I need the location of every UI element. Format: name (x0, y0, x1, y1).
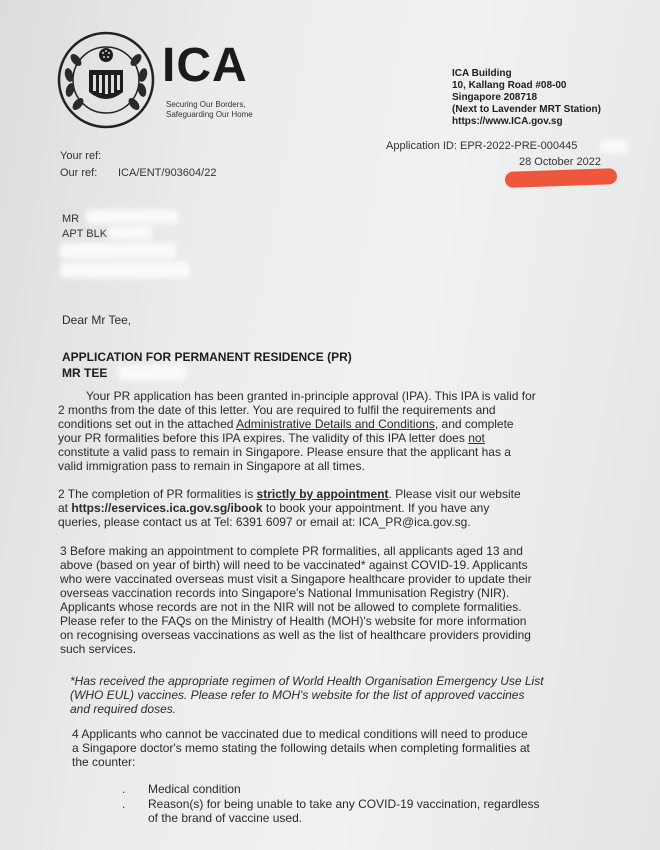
paragraph-3: 3 Before making an appointment to complete PR formalities, all applicants aged 13 and above (based on year of birth) will need to be vaccinated* against COVID-19. Applicants who were vaccinated overseas must visit a Singapore healthcare provider to update their overseas vaccination records into Singapore's National Immunisation Registry (NIR). Applicants whose records are not in the NIR will not be allowed to complete formalities. Please refer to the FAQs on the Ministry of Health (MOH)'s website for more information on recognising overseas vaccinations as well as the list of healthcare providers providing such services. (60, 544, 532, 656)
ica-logo-text: ICA (162, 39, 248, 92)
footnote: *Has received the appropriate regimen of World Health Organisation Emergency Use List (WHO EUL) vaccines. Please refer to MOH's website for the list of approved vaccines and required doses. (70, 674, 544, 716)
tagline: Securing Our Borders, Safeguarding Our Home (166, 100, 253, 119)
ibook-link[interactable]: https://eservices.ica.gov.sg/ibook (71, 501, 263, 515)
redaction (60, 243, 176, 259)
bullet-marker: . (122, 782, 126, 796)
redaction (60, 262, 190, 278)
red-marker-stroke (505, 168, 617, 188)
letter-date: 28 October 2022 (519, 156, 601, 168)
salutation: Dear Mr Tee, (62, 313, 132, 327)
recipient-title: MR (62, 213, 80, 225)
bullet-item: Reason(s) for being unable to take any COVID-19 vaccination, regardless of the brand of vaccine used. (148, 797, 540, 825)
redaction (108, 226, 152, 240)
our-ref-label: Our ref: (60, 167, 98, 179)
your-ref-label: Your ref: (60, 150, 102, 162)
bullet-item: Medical condition (148, 782, 241, 796)
ica-seal-logo (56, 30, 156, 130)
subject-line: APPLICATION FOR PERMANENT RESIDENCE (PR) (62, 350, 352, 364)
paragraph-1: Your PR application has been granted in-principle approval (IPA). This IPA is valid for 2 months from the date of this letter. You are required to fulfil the requirements and conditions set out in the attached Administrative Details and Conditions, and complete your PR formalities before this IPA expires. The validity of this IPA letter does not constitute a valid pass to remain in Singapore. Please ensure that the applicant has a valid immigration pass to remain in Singapore at all times. (58, 389, 536, 473)
sender-address: ICA Building 10, Kallang Road #08-00 Singapore 208718 (Next to Lavender MRT Station) https://www.ICA.gov.sg (452, 68, 601, 127)
paragraph-4: 4 Applicants who cannot be vaccinated due to medical conditions will need to produce a Singapore doctor's memo stating the following details when completing formalities at the counter: (72, 727, 530, 769)
application-id: Application ID: EPR-2022-PRE-000445 (386, 140, 578, 152)
redaction (600, 140, 628, 153)
subject-name: MR TEE (62, 366, 108, 380)
recipient-address-line: APT BLK (62, 228, 108, 240)
redaction (118, 365, 186, 380)
redaction (86, 210, 178, 224)
our-ref-value: ICA/ENT/903604/22 (118, 167, 217, 179)
paragraph-2: 2 The completion of PR formalities is strictly by appointment. Please visit our website at https://eservices.ica.gov.sg/ibook to book your appointment. If you have any queries, please contact us at Tel: 6391 6097 or email at: ICA_PR@ica.gov.sg. (58, 487, 521, 529)
bullet-marker: . (122, 797, 126, 811)
